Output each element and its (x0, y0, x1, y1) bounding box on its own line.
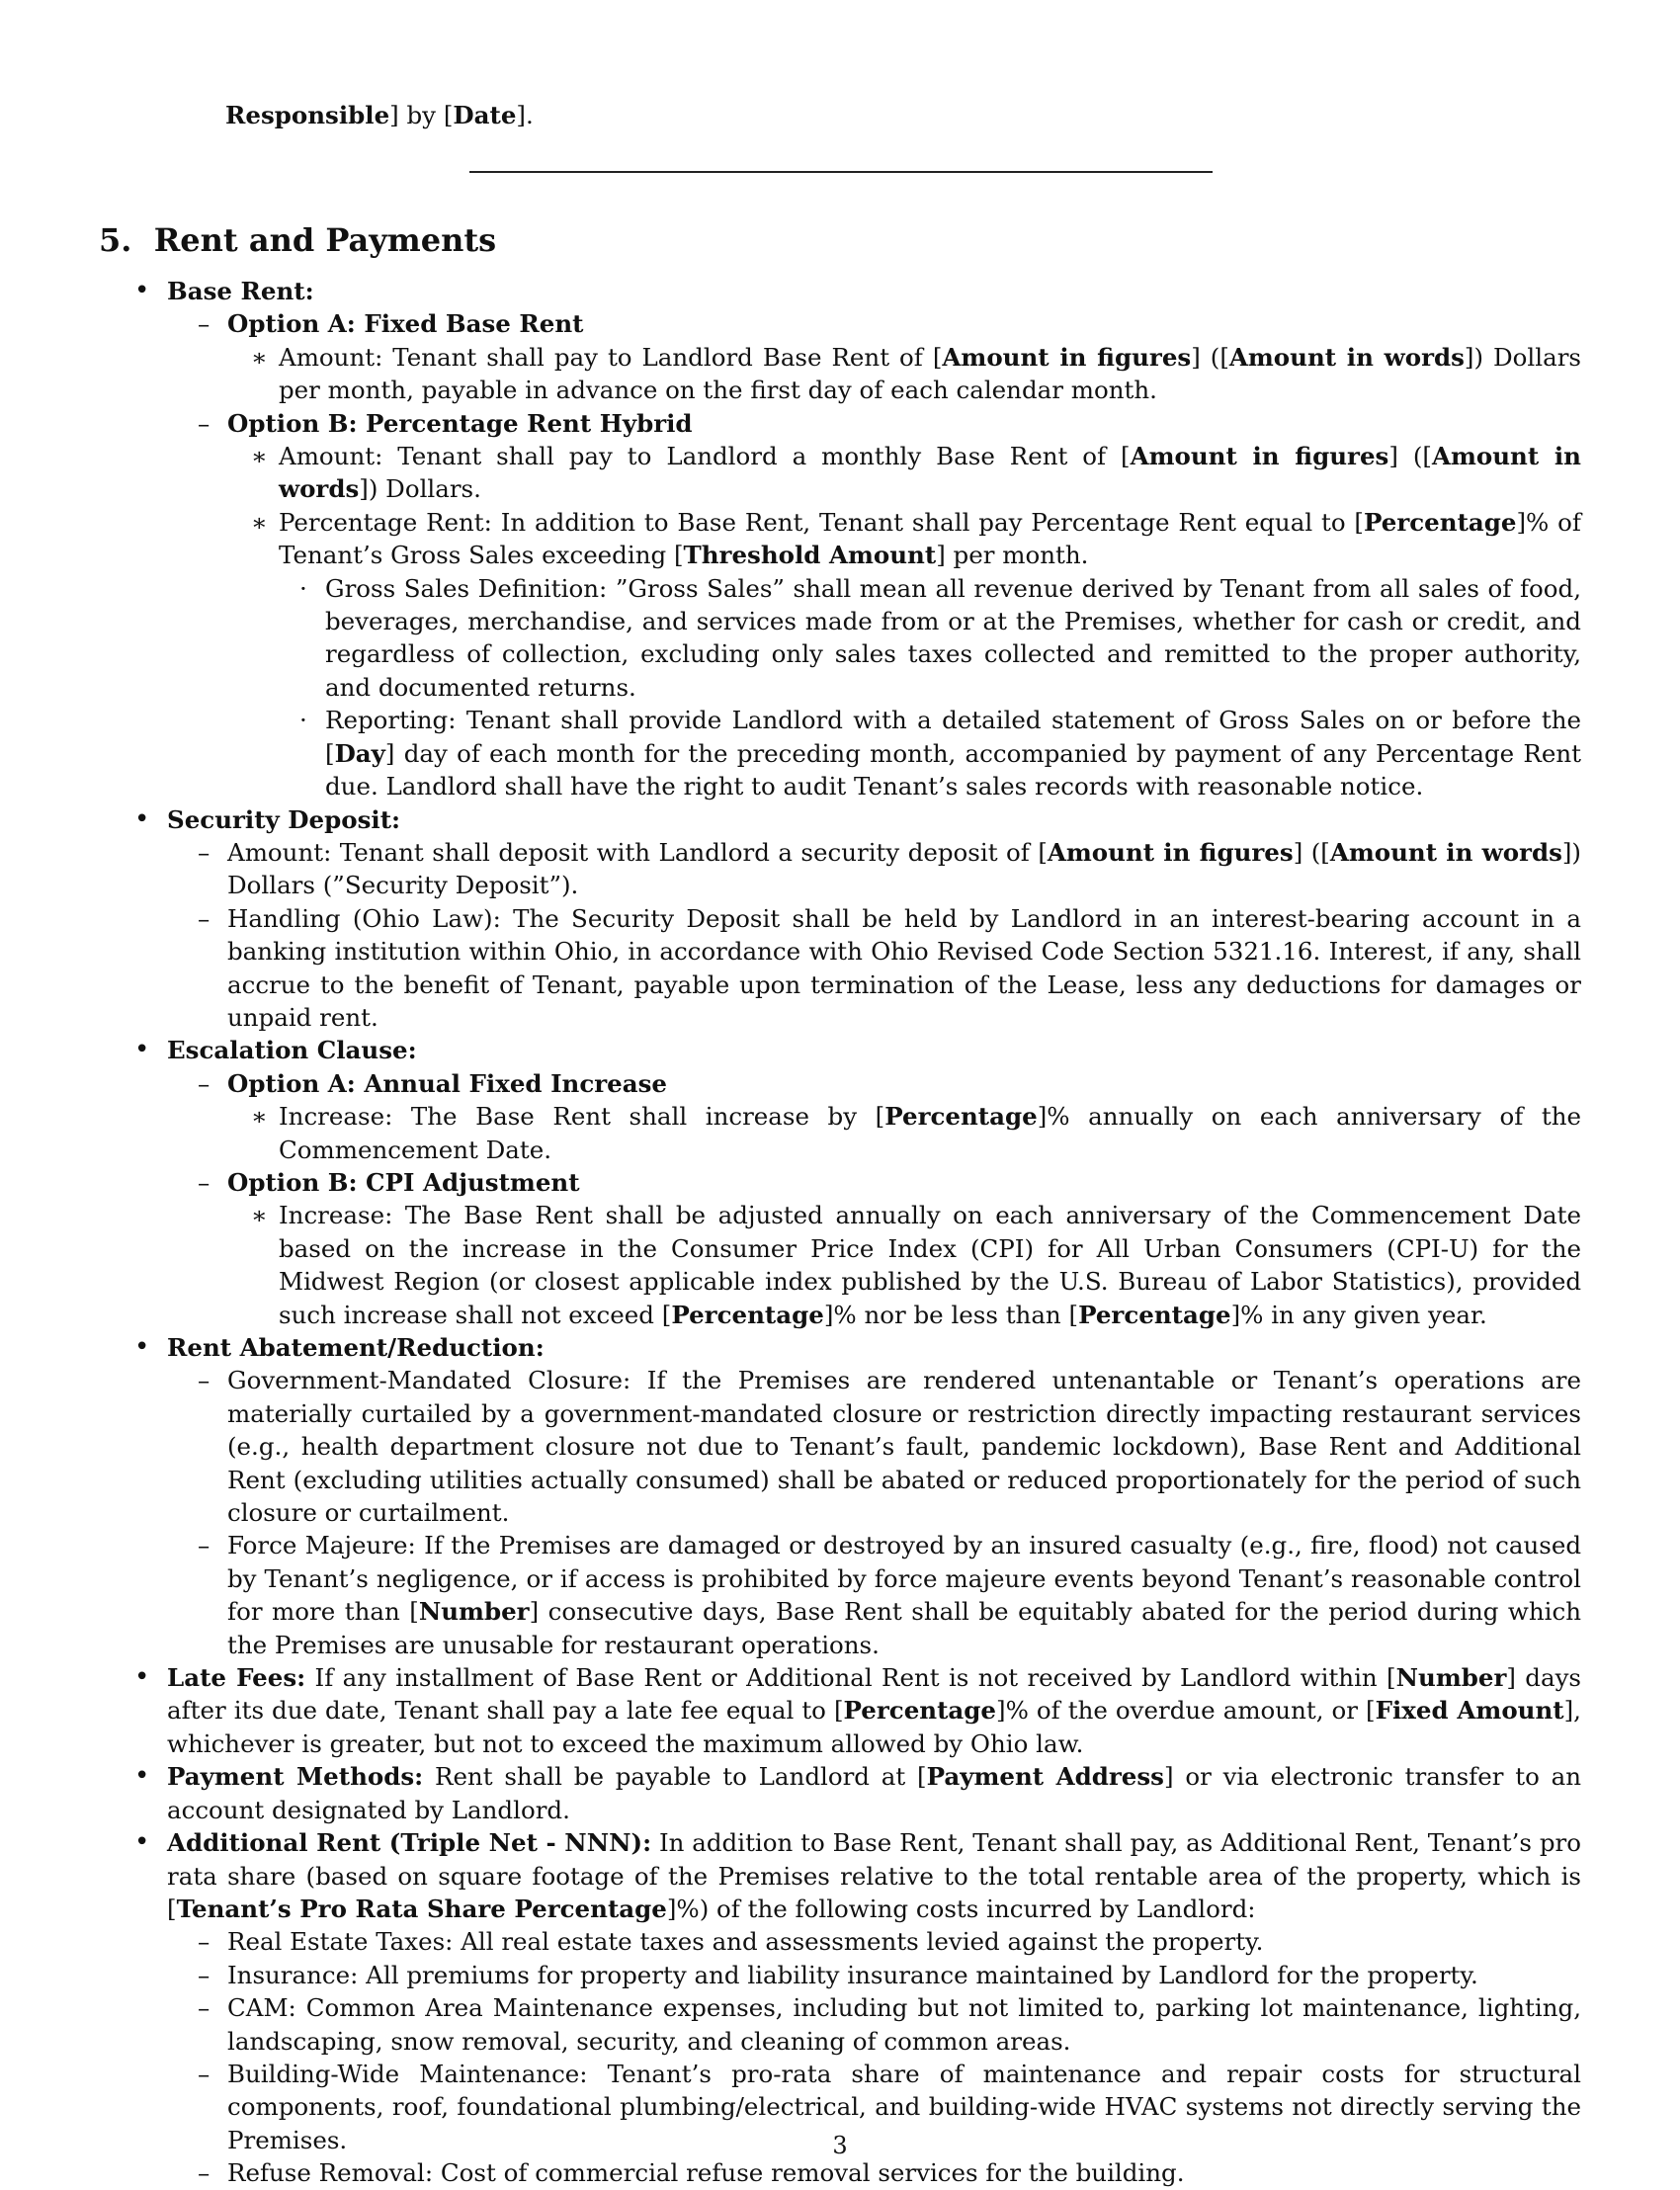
list-item: – Real Estate Taxes: All real estate taxes and assessments levied against the property. (227, 1925, 1581, 1958)
escalation-option-b-heading: Option B: CPI Adjustment (227, 1167, 580, 1197)
dash-icon: – (198, 309, 210, 339)
security-deposit-amount: – Amount: Tenant shall deposit with Landlord a security deposit of [Amount in figures] ([Amount in words]) Dollars (”Security Deposit”). (198, 837, 1581, 900)
dash-icon: – (198, 1068, 210, 1098)
abatement-government-closure: – Government-Mandated Closure: If the Premises are rendered untenantable or Tenant’s operations are materially curtailed by a government-mandated closure or restriction directly impacting restaurant services (e.g., health department closure not due to Tenant’s fault, pandemic lockdown), Base Rent and Additional Rent (excluding utilities actually consumed) shall be abated or reduced proportionately for the period of such closure or curtailment. (198, 1366, 1581, 1528)
escalation-heading: Escalation Clause: (167, 1036, 417, 1065)
bullet-icon: • (134, 1662, 150, 1693)
payment-methods-item: • Payment Methods: Rent shall be payable to Landlord at [Payment Address] or via electronic transfer to an account designated by Landlord. (134, 1761, 1581, 1824)
asterisk-icon: ∗ (251, 507, 268, 537)
list-item: – Building-Wide Maintenance: Tenant’s pro-rata share of maintenance and repair costs for structural components, roof, foundational plumbing/electrical, and building-wide HVAC systems not directly serving the Premises. (198, 2059, 1581, 2154)
dash-icon: – (198, 837, 210, 867)
bullet-icon: • (134, 276, 150, 305)
base-rent-item (134, 275, 1581, 307)
security-deposit-heading: Security Deposit: (167, 804, 401, 834)
continued-text: Responsible] by [Date]. (225, 101, 534, 129)
list-item: – Insurance: All premiums for property and liability insurance maintained by Landlord for the property. (227, 1959, 1581, 1991)
dash-icon: – (198, 903, 210, 933)
option-a-amount: ∗ Amount: Tenant shall pay to Landlord Base Rent of [Amount in figures] ([Amount in words]) Dollars per month, payable in advance on the first day of each calendar month. (251, 342, 1581, 405)
payment-methods-heading: Payment Methods: (167, 1762, 424, 1792)
security-deposit-item (134, 803, 1581, 836)
option-b-percentage-rent: ∗ Percentage Rent: In addition to Base Rent, Tenant shall pay Percentage Rent equal to [Percentage]% of Tenant’s Gross Sales exceeding [Threshold Amount] per month. (251, 507, 1581, 570)
asterisk-icon: ∗ (251, 342, 268, 372)
dash-icon: – (198, 2158, 210, 2188)
bullet-icon: • (134, 1035, 150, 1065)
page-number: 3 (832, 2132, 848, 2159)
escalation-option-b-increase: ∗ Increase: The Base Rent shall be adjusted annually on each anniversary of the Commencement Date based on the increase in the Consumer Price Index (CPI) for All Urban Consumers (CPI-U) for the Midwest Region (or closest applicable index published by the U.S. Bureau of Labor Statistics), provided such increase shall not exceed [Percentage]% nor be less than [Percentage]% in any given year. (251, 1201, 1581, 1329)
additional-rent-heading: Additional Rent (Triple Net - NNN): (167, 1828, 652, 1858)
bullet-icon: • (134, 1332, 150, 1362)
dot-icon: · (299, 573, 307, 603)
section-heading: 5. Rent and Payments (99, 221, 497, 259)
gross-sales-definition: · Gross Sales Definition: ”Gross Sales” shall mean all revenue derived by Tenant from all sales of food, beverages, merchandise, and services made from or at the Premises, whether for cash or credit, and regardless of collection, excluding only sales taxes collected and remitted to the proper authority, and documented returns. (299, 573, 1581, 702)
option-a-item (198, 307, 1581, 340)
escalation-option-a-heading: Option A: Annual Fixed Increase (227, 1068, 668, 1098)
bullet-icon: • (134, 1827, 150, 1858)
section-body (99, 275, 1581, 2190)
list-item: – CAM: Common Area Maintenance expenses, including but not limited to, parking lot maintenance, lighting, landscaping, snow removal, security, and cleaning of common areas. (198, 1993, 1581, 2056)
dash-icon: – (198, 1927, 210, 1957)
dash-icon: – (198, 2059, 210, 2088)
option-b-item (198, 407, 1581, 440)
escalation-option-a-increase: ∗ Increase: The Base Rent shall increase by [Percentage]% annually on each anniversary of the Commencement Date. (251, 1102, 1581, 1164)
dash-icon: – (198, 1531, 210, 1560)
escalation-option-b-item (198, 1166, 1581, 1199)
late-fees-heading: Late Fees: (167, 1663, 306, 1693)
dash-icon: – (198, 1960, 210, 1989)
asterisk-icon: ∗ (251, 442, 268, 471)
base-rent-heading: Base Rent: (167, 277, 314, 305)
escalation-option-a-item (198, 1067, 1581, 1100)
list-item: – Refuse Removal: Cost of commercial refuse removal services for the building. (227, 2156, 1581, 2189)
option-b-amount: ∗ Amount: Tenant shall pay to Landlord a monthly Base Rent of [Amount in figures] ([Amount in words]) Dollars. (251, 442, 1581, 504)
dash-icon: – (198, 1167, 210, 1197)
abatement-item (134, 1331, 1581, 1364)
option-b-heading: Option B: Percentage Rent Hybrid (227, 408, 693, 438)
escalation-item (134, 1034, 1581, 1066)
dot-icon: · (299, 706, 307, 735)
option-a-heading: Option A: Fixed Base Rent (227, 309, 584, 339)
horizontal-divider (469, 171, 1213, 173)
late-fees-item: • Late Fees: If any installment of Base Rent or Additional Rent is not received by Landlord within [Number] days after its due date, Tenant shall pay a late fee equal to [Percentage]% of the overdue amount, or [Fixed Amount], whichever is greater, but not to exceed the maximum allowed by Ohio law. (134, 1662, 1581, 1758)
asterisk-icon: ∗ (251, 1102, 268, 1132)
dash-icon: – (198, 1366, 210, 1395)
abatement-force-majeure: – Force Majeure: If the Premises are damaged or destroyed by an insured casualty (e.g., fire, flood) not caused by Tenant’s negligence, or if access is prohibited by force majeure events beyond Tenant’s reasonable control for more than [Number] consecutive days, Base Rent shall be equitably abated for the period during which the Premises are unusable for restaurant operations. (198, 1531, 1581, 1659)
dash-icon: – (198, 1993, 210, 2023)
bullet-icon: • (134, 1761, 150, 1792)
asterisk-icon: ∗ (251, 1201, 268, 1230)
reporting-clause: · Reporting: Tenant shall provide Landlord with a detailed statement of Gross Sales on or before the [Day] day of each month for the preceding month, accompanied by payment of any Percentage Rent due. Landlord shall have the right to audit Tenant’s sales records with reasonable notice. (299, 706, 1581, 801)
security-deposit-handling: – Handling (Ohio Law): The Security Deposit shall be held by Landlord in an interest-bearing account in a banking institution within Ohio, in accordance with Ohio Revised Code Section 5321.16. Interest, if any, shall accrue to the benefit of Tenant, payable upon termination of the Lease, less any deductions for damages or unpaid rent. (198, 903, 1581, 1032)
additional-rent-item: • Additional Rent (Triple Net - NNN): In addition to Base Rent, Tenant shall pay, as Additional Rent, Tenant’s pro rata share (based on square footage of the Premises relative to the total rentable area of the property, which is [Tenant’s Pro Rata Share Percentage]%) of the following costs incurred by Landlord: (134, 1827, 1581, 1923)
abatement-heading: Rent Abatement/Reduction: (167, 1333, 545, 1362)
dash-icon: – (198, 408, 210, 438)
bullet-icon: • (134, 803, 150, 834)
